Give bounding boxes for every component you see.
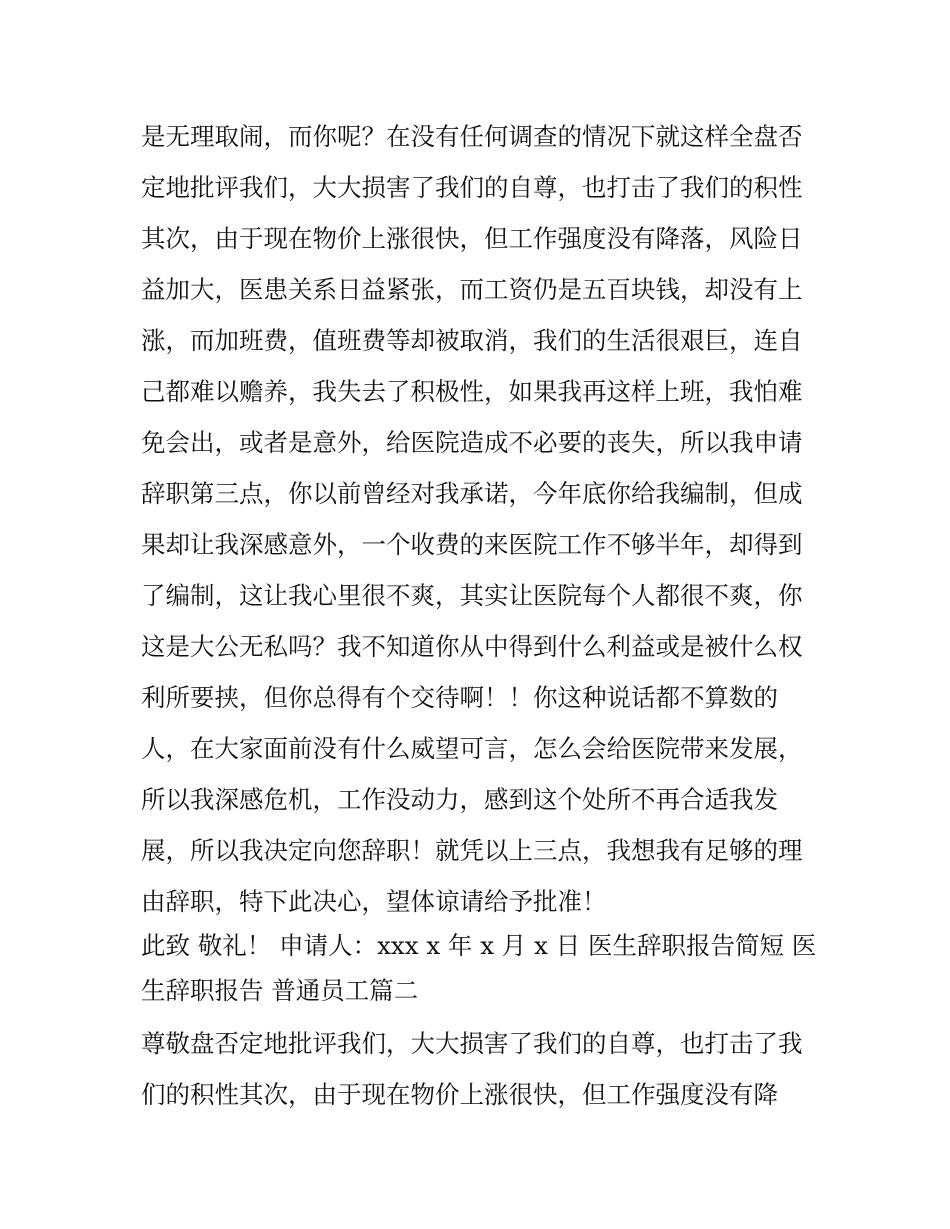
text-line: 们的积性其次，由于现在物价上涨很快，但工作强度没有降 xyxy=(141,1080,778,1109)
text-line: 所以我深感危机，工作没动力，感到这个处所不再合适我发 xyxy=(141,785,778,814)
text-line: 此致 敬礼！ 申请人：xxx x 年 x 月 x 日 医生辞职报告简短 医 xyxy=(141,931,817,960)
text-line: 由辞职，特下此决心，望体谅请给予批准！ xyxy=(141,887,607,916)
text-line: 辞职第三点，你以前曾经对我承诺，今年底你给我编制，但成 xyxy=(141,479,803,508)
text-line: 免会出，或者是意外，给医院造成不必要的丧失，所以我申请 xyxy=(141,428,803,457)
text-line: 益加大，医患关系日益紧张，而工资仍是五百块钱，却没有上 xyxy=(141,275,803,304)
text-line: 人，在大家面前没有什么威望可言，怎么会给医院带来发展， xyxy=(141,734,803,763)
text-line: 展，所以我决定向您辞职！就凭以上三点，我想我有足够的理 xyxy=(141,836,803,865)
text-line: 这是大公无私吗？我不知道你从中得到什么利益或是被什么权 xyxy=(141,632,803,661)
text-line: 了编制，这让我心里很不爽，其实让医院每个人都很不爽，你 xyxy=(141,581,803,610)
text-line: 涨，而加班费，值班费等却被取消，我们的生活很艰巨，连自 xyxy=(141,326,803,355)
text-line: 生辞职报告 普通员工篇二 xyxy=(141,976,419,1005)
text-line: 是无理取闹，而你呢？在没有任何调查的情况下就这样全盘否 xyxy=(141,122,803,151)
closing-paragraph xyxy=(141,923,821,1013)
body-paragraph xyxy=(141,111,821,927)
text-line: 利所要挟，但你总得有个交待啊！！你这种说话都不算数的 xyxy=(141,683,778,712)
text-line: 果却让我深感意外，一个收费的来医院工作不够半年，却得到 xyxy=(141,530,803,559)
body-paragraph xyxy=(141,1018,821,1120)
text-line: 其次，由于现在物价上涨很快，但工作强度没有降落，风险日 xyxy=(141,224,803,253)
text-line: 尊敬盘否定地批评我们，大大损害了我们的自尊，也打击了我 xyxy=(141,1029,803,1058)
text-line: 定地批评我们，大大损害了我们的自尊，也打击了我们的积性 xyxy=(141,173,803,202)
text-line: 己都难以赡养，我失去了积极性，如果我再这样上班，我怕难 xyxy=(141,377,803,406)
